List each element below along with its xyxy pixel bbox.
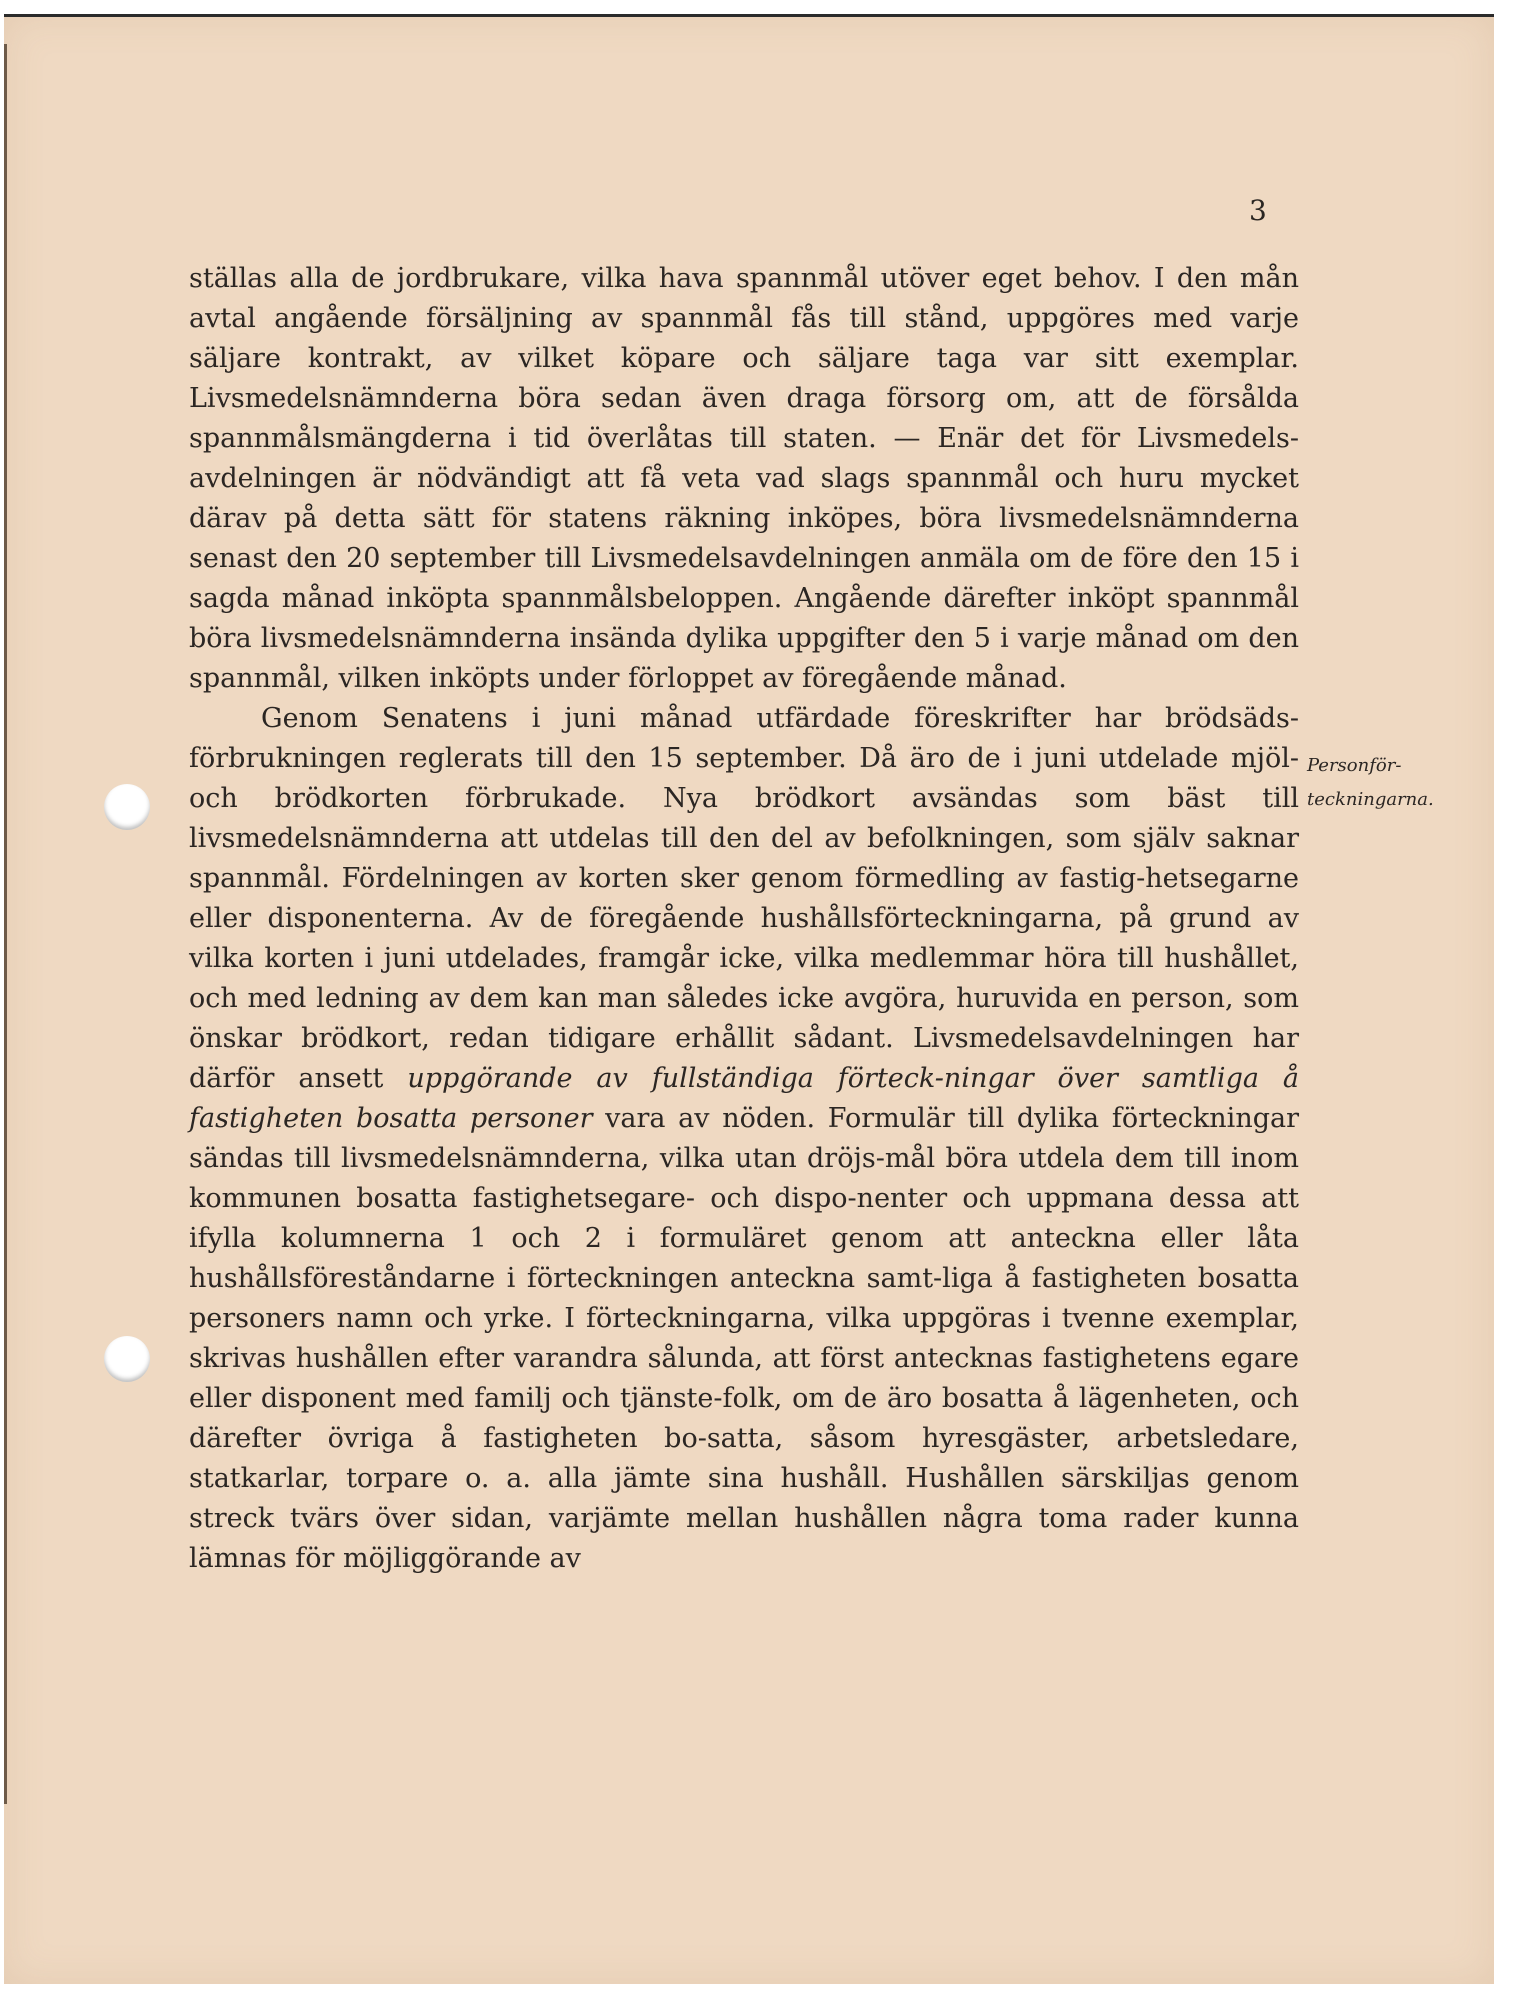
margin-note-line-1: Personför- — [1307, 755, 1402, 776]
paragraph-2-text-end: vara av nöden. Formulär till dylika förteckningar sändas till livsmedelsnämnderna, vilka utan dröjs-mål böra utdela dem till inom kommunen bosatta fastighetsegare- och dispo-nenter och uppmana dessa att ifylla kolumnerna 1 och 2 i formuläret genom att anteckna eller låta hushållsföreståndarne i förteckningen anteckna samt-liga å fastigheten bosatta personers namn och yrke. I förteckningarna, vilka uppgöras i tvenne exemplar, skrivas hushållen efter varandra sålunda, att först antecknas fastighetens egare eller disponent med familj och tjänste-folk, om de äro bosatta å lägenheten, och därefter övriga å fastigheten bo-satta, såsom hyresgäster, arbetsledare, statkarlar, torpare o. a. alla jämte sina hushåll. Hushållen särskiljas genom streck tvärs över sidan, varjämte mellan hushållen några toma rader kunna lämnas för möjliggörande av — [189, 1103, 1299, 1574]
paragraph-2-text-start: Genom Senatens i juni månad utfärdade föreskrifter har brödsäds-förbrukningen reglerats till den 15 september. Då äro de i juni utdelade mjöl- och brödkorten förbrukade. Nya brödkort avsändas som bäst till livsmedelsnämnderna att utdelas till den del av befolkningen, som själv saknar spannmål. Fördelningen av korten sker genom förmedling av fastig-hetsegarne eller disponenterna. Av de föregående hushållsförteckningarna, på grund av vilka korten i juni utdelades, framgår icke, vilka medlemmar höra till hushållet, och med ledning av dem kan man således icke avgöra, huruvida en person, som önskar brödkort, redan tidigare erhållit sådant. Livsmedelsavdelningen har därför ansett — [189, 703, 1299, 1094]
paragraph-2 — [189, 699, 1299, 1579]
document-page — [4, 14, 1494, 1984]
margin-note-line-2: teckningarna. — [1307, 789, 1434, 810]
page-number: 3 — [1249, 194, 1267, 227]
punch-hole-lower — [104, 1336, 150, 1382]
page-left-edge — [4, 44, 7, 1804]
paragraph-2-emphasis: uppgörande av fullständiga förteck-ningar över samtliga å fastigheten bosatta personer — [189, 1063, 1299, 1134]
margin-note — [1307, 749, 1487, 817]
punch-hole-upper — [104, 784, 150, 830]
body-text — [189, 259, 1299, 1579]
page-top-edge — [4, 14, 1494, 17]
paragraph-1: ställas alla de jordbrukare, vilka hava spannmål utöver eget behov. I den mån avtal angående försäljning av spannmål fås till stånd, uppgöres med varje säljare kontrakt, av vilket köpare och säljare taga var sitt exemplar. Livsmedelsnämnderna böra sedan även draga försorg om, att de försålda spannmålsmängderna i tid överlåtas till staten. — Enär det för Livsmedels-avdelningen är nödvändigt att få veta vad slags spannmål och huru mycket därav på detta sätt för statens räkning inköpes, böra livsmedelsnämnderna senast den 20 september till Livsmedelsavdelningen anmäla om de före den 15 i sagda månad inköpta spannmålsbeloppen. Angående därefter inköpt spannmål böra livsmedelsnämnderna insända dylika uppgifter den 5 i varje månad om den spannmål, vilken inköpts under förloppet av föregående månad. — [189, 263, 1299, 694]
